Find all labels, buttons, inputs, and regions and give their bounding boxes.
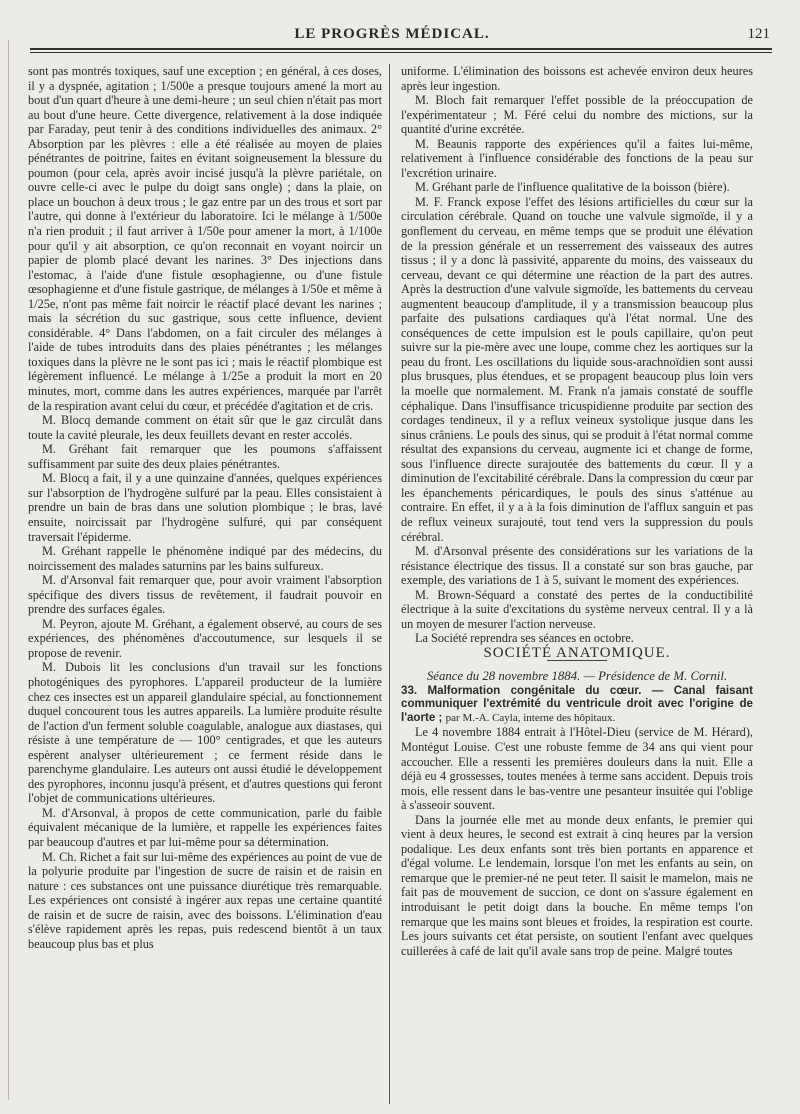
paragraph: sont pas montrés toxiques, sauf une exception ; en général, à ces doses, il y a dyspnée, agitation ; 1/500e a presque toujours amené la mort au bout d'un quart d'heure à une demi-heure ; un seul chien n'était pas mort au bout d'une heure. Cette divergence, relativement à la dose indiquée par Faraday, peut tenir à des conditions individuelles des animaux. 2° Absorption par les plèvres : elle a été réalisée au moyen de plaies pénétrantes de poitrine, faites en évitant soigneusement la blessure du poumon (pour cela, après avoir incisé jusqu'à la plèvre pariétale, on ouvre celle-ci avec le pulpe du doigt sans ongle) ; dans la plaie, on place un bouchon à deux trous ; le gaz entre par un des trous et sort par l'autre, qui donne à l'extérieur du laboratoire. Ici le mélange à 1/500e n'a rien produit ; il faut arriver à 1/50e pour amener la mort, à 1/100e pour qu'il y ait absorption, ce qu'on reconnait en voyant noircir un papier de plomb placé devant les narines. 3° Des injections dans l'estomac, à l'aide d'une fistule œsophagienne, ou d'une fistule œsophagienne et d'une fistule gastrique, de mélanges à 1/50e et même à 1/25e, n'ont pas même fait noircir le réactif placé devant les narines ; mais la sécrétion du suc gastrique, sous cette influence, devient considérable. 4° Dans l'abdomen, on a fait circuler des mélanges à l'aide de tubes introduits dans des plaies pénétrantes ; les mélanges toxiques dans la plèvre ne le sont pas ici ; mais le réactif plombique est légèrement influencé. Le mélange à 1/25e a produit la mort en 20 minutes, mort, comme dans les autres expériences, marquée par l'arrêt de la respiration avant celui du cœur, et précédée d'agitation et de cris.	[28, 64, 382, 413]
paragraph: M. Beaunis rapporte des expériences qu'il a faites lui-même, relativement à l'influence considérable des fonctions de la peau sur l'excrétion urinaire.	[401, 136, 753, 180]
page-edge-line	[8, 40, 9, 1100]
paragraph: M. Blocq a fait, il y a une quinzaine d'années, quelques expériences sur l'absorption de l'hydrogène sulfuré par la peau. Elles consistaient à prendre un bain de bras dans une solution plombique ; le bras, lavé ensuite, noircissait par l'hydrogène sulfuré, qui par conséquent traversait l'épiderme.	[28, 471, 382, 544]
running-head	[14, 26, 770, 48]
paragraph: M. Gréhant fait remarquer que les poumons s'affaissent suffisamment par suite des deux plaies pénétrantes.	[28, 442, 382, 471]
paragraph: Le 4 novembre 1884 entrait à l'Hôtel-Dieu (service de M. Hérard), Montégut Louise. C'est une robuste femme de 34 ans qui vient pour accoucher. Elle a ressenti les premières douleurs dans la nuit. Elle a déjà eu 4 grossesses, toutes menées à terme sans accident. Depuis trois mois, elle ressent dans le bas-ventre une pesanteur insuitée qui l'oblige à s'asseoir souvent.	[401, 725, 753, 813]
paragraph: M. Ch. Richet a fait sur lui-même des expériences au point de vue de la polyurie produite par l'ingestion de sucre de raisin et de raisin en nature : ces substances ont une puissance diurétique très remarquable. Les expériences ont consisté à ingérer aux repas une certaine quantité de raisin et de sucre de raisin, avec des boissons. L'élimination d'eau s'élève rapidement après les repas, puis redescend bientôt à un taux beaucoup plus bas et plus	[28, 849, 382, 951]
header-rule-thick	[30, 48, 772, 50]
observation-author: par M.-A. Cayla, interne des hôpitaux.	[445, 711, 616, 724]
section-title: SOCIÉTÉ ANATOMIQUE.	[483, 644, 671, 661]
seance-text: Séance du 28 novembre 1884. — Présidence de M. Cornil.	[426, 669, 728, 684]
seance-line	[401, 669, 753, 684]
paragraph: M. F. Franck expose l'effet des lésions artificielles du cœur sur la circulation cérébrale. Quand on touche une valvule sigmoïde, il y a gonflement du cerveau, en même temps que se produit une élévation de la pression générale et un resserrement des vaisseaux des autres tissus ; il y a donc là passivité, apparente du moins, des vaisseaux du cerveau, devant ce qui détermine une réaction de la part des autres. Après la destruction d'une valvule sigmoïde, les battements du cerveau augmentent beaucoup d'amplitude, il y a transmission beaucoup plus parfaite des pulsations cardiaques qu'à l'état normal. Une des conséquences de cette impulsion est le pouls capillaire, qu'on peut suivre sur la pie-mère avec une loupe, comme chez les aortiques sur la peau du front. Les oscillations du liquide sous-arachnoïdien sont aussi plus brusques, plus étendues, et se propagent beaucoup plus loin vers la moelle que normalement. M. Frank n'a jamais constaté de souffle céphalique. Dans l'insuffisance tricuspidienne produite par section des cordages tendineux, il y a reflux veineux systolique jusque dans les sinus crâniens. Le pouls des sinus, qui se produit à l'état normal comme résultat des expansions du cerveau, augmente ici et change de forme, sous l'influence directe surajoutée des battements du cœur. Il y a diminution de l'excitabilité cérébrale. Dans la compression du cœur par les épanchements péricardiques, le pouls des sinus s'atténue au contraire. En effet, il y a à la fois diminution de l'afflux sanguin et pas de reflux veineux surajouté, tout tend vers la suppression du pouls cérébral.	[401, 194, 753, 544]
paragraph: La Société reprendra ses séances en octobre.	[415, 631, 634, 646]
paragraph: uniforme. L'élimination des boissons est achevée environ deux heures après leur ingestion.	[401, 64, 753, 93]
paragraph: M. Blocq demande comment on était sûr que le gaz circulât dans toute la cavité pleurale, les deux feuillets devant en rester accolés.	[28, 413, 382, 442]
right-column	[401, 64, 753, 958]
header-rule-thin	[30, 52, 772, 53]
paragraph: Dans la journée elle met au monde deux enfants, le premier qui vient à deux heures, le second est extrait à cinq heures par la version podalique. Les deux enfants sont très bien portants en apparence et d'égal volume. Le lendemain, lorsque l'on met les enfants au sein, on remarque que le premier-né ne peut teter. Il saisit le mamelon, mais ne fait pas de mouvement de succion, ce dont on s'assure également en introduisant le petit doigt dans la bouche. En même temps l'on remarque que les mains sont bleues et froides, la respiration est courte. Les jours suivants cet état persiste, on soutient l'enfant avec quelques cuillerées à café de lait qu'il avale sans trop de peine. Malgré toutes	[401, 812, 753, 958]
observation-heading	[401, 684, 753, 726]
paragraph: M. d'Arsonval, à propos de cette communication, parle du faible équivalent mécanique de la lumière, et rappelle les expériences faites par beaucoup d'autres et par lui-même pour sa détermination.	[28, 805, 382, 849]
paragraph: M. Bloch fait remarquer l'effet possible de la préoccupation de l'expérimentateur ; M. Féré celui du nombre des mictions, sur la quantité d'urine excrétée.	[401, 93, 753, 137]
journal-title: LE PROGRÈS MÉDICAL.	[294, 26, 490, 42]
paragraph: M. d'Arsonval présente des considérations sur les variations de la résistance électrique des tissus. Il a constaté sur son bras gauche, par exemple, des variations de 1 à 5, suivant le moment des expériences.	[401, 544, 753, 588]
column-separator	[389, 64, 390, 1104]
paragraph: M. Gréhant rappelle le phénomène indiqué par des médecins, du noircissement des malades saturnins par les bains sulfureux.	[28, 544, 382, 573]
left-column	[28, 64, 382, 951]
observation-title: 33. Malformation congénitale du cœur. — Canal faisant communiquer l'extrémité du ventricule droit avec l'origine de l'aorte ;	[401, 683, 753, 724]
paragraph: M. Peyron, ajoute M. Gréhant, a également observé, au cours de ses expériences, des phénomènes d'accoutumence, sur lesquels il se propose de revenir.	[28, 616, 382, 660]
paragraph: M. Gréhant parle de l'influence qualitative de la boisson (bière).	[415, 180, 730, 195]
paragraph: M. Brown-Séquard a constaté des pertes de la conductibilité électrique à la suite d'excitations du système nerveux central. Il y a là un moyen de mesurer l'action nerveuse.	[401, 587, 753, 631]
paragraph: M. d'Arsonval fait remarquer que, pour avoir vraiment l'absorption spécifique des divers tissus de revêtement, il faudrait pouvoir en prendre des surfaces égales.	[28, 573, 382, 617]
paragraph: M. Dubois lit les conclusions d'un travail sur les fonctions photogéniques des pyrophores. L'appareil producteur de la lumière chez ces insectes est un appareil glandulaire spécial, au fonctionnement duquel concourent tous les autres appareils. La lumière produite résulte de l'action d'un ferment soluble coagulable, analogue aux diastases, qui résiste à une température de — 100° centigrades, et que les auteurs espèrent analyser ultérieurement ; ce ferment réside dans le parenchyme glandulaire. Les auteurs ont aussi étudié le développement des pyrophores, inconnu jusqu'à présent, et d'autres questions qui feront l'objet de communications ultérieures.	[28, 660, 382, 806]
page-number: 121	[747, 26, 770, 42]
